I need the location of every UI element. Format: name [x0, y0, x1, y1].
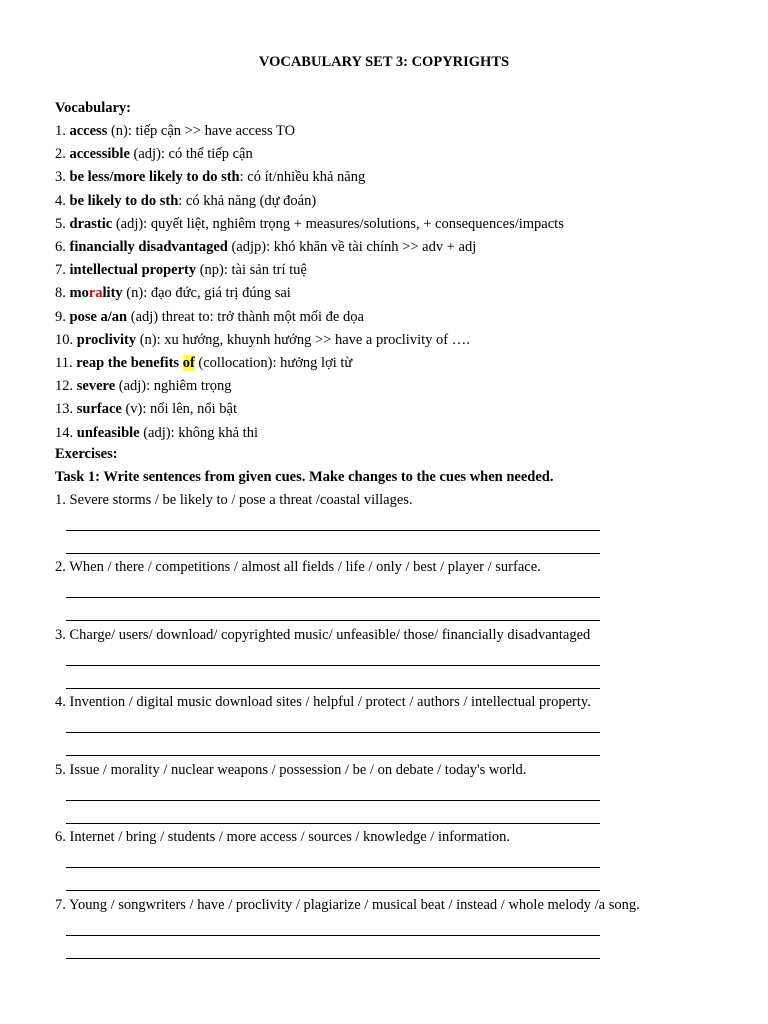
vocab-item — [55, 352, 564, 375]
answer-line[interactable] — [66, 665, 600, 666]
answer-line[interactable] — [66, 890, 600, 891]
exercise-cue: 7. Young / songwriters / have / proclivity / plagiarize / musical beat / instead / whole melody /a song. — [55, 897, 640, 913]
vocab-term-part: lity — [102, 285, 123, 302]
vocab-number: 9. — [55, 308, 66, 325]
vocab-term-stressed-part: ra — [88, 285, 103, 302]
vocab-term-part: reap the benefits — [76, 355, 183, 372]
vocab-item — [55, 329, 564, 352]
vocab-number: 4. — [55, 192, 66, 209]
vocab-term: financially disadvantaged — [69, 239, 228, 256]
vocab-definition: (adj): quyết liệt, nghiêm trọng + measures/solutions, + consequences/impacts — [112, 215, 564, 232]
vocab-number: 13. — [55, 401, 74, 418]
answer-line[interactable] — [66, 958, 600, 959]
vocab-number: 11. — [55, 355, 73, 372]
vocab-term-part: mo — [69, 285, 89, 302]
vocab-term: drastic — [69, 215, 113, 232]
exercise-cue: 5. Issue / morality / nuclear weapons / possession / be / on debate / today's world. — [55, 762, 527, 778]
answer-line[interactable] — [66, 597, 600, 598]
exercise-cue: 2. When / there / competitions / almost all fields / life / only / best / player / surface. — [55, 559, 541, 575]
task-1-heading: Task 1: Write sentences from given cues. Make changes to the cues when needed. — [55, 469, 554, 485]
answer-line[interactable] — [66, 935, 600, 936]
vocab-item — [55, 259, 564, 282]
exercise-item — [55, 490, 715, 510]
exercise-cue: 3. Charge/ users/ download/ copyrighted music/ unfeasible/ those/ financially disadvantaged — [55, 627, 591, 643]
answer-line[interactable] — [66, 823, 600, 824]
vocab-term: accessible — [69, 146, 130, 163]
page-title: VOCABULARY SET 3: COPYRIGHTS — [258, 54, 510, 70]
vocab-number: 8. — [55, 285, 66, 302]
vocab-definition: (np): tài sản trí tuệ — [196, 262, 307, 279]
answer-line[interactable] — [66, 867, 600, 868]
answer-line[interactable] — [66, 553, 600, 554]
answer-line[interactable] — [66, 800, 600, 801]
answer-line[interactable] — [66, 755, 600, 756]
vocab-term: access — [69, 123, 108, 139]
vocab-item — [55, 143, 564, 166]
vocab-term: pose a/an — [69, 308, 128, 325]
answer-line[interactable] — [66, 620, 600, 621]
vocab-number: 5. — [55, 215, 66, 232]
vocab-number: 7. — [55, 262, 66, 279]
vocab-number: 6. — [55, 239, 66, 256]
vocab-term-highlight: of — [182, 355, 195, 372]
vocab-item — [55, 306, 564, 329]
vocab-item — [55, 375, 564, 398]
vocab-item — [55, 190, 564, 213]
vocab-term: be less/more likely to do sth — [69, 169, 240, 186]
vocab-term: be likely to do sth — [69, 192, 179, 209]
answer-line[interactable] — [66, 732, 600, 733]
vocab-definition: (adjp): khó khăn về tài chính >> adv + adj — [227, 239, 477, 256]
vocab-number: 2. — [55, 146, 66, 163]
vocab-item — [55, 166, 564, 189]
vocab-number: 12. — [55, 378, 74, 395]
vocab-definition: (adj): nghiêm trọng — [115, 378, 232, 395]
exercise-cue: 6. Internet / bring / students / more access / sources / knowledge / information. — [55, 829, 511, 845]
vocab-number: 14. — [55, 424, 74, 441]
exercise-item — [55, 692, 715, 712]
vocab-term: intellectual property — [69, 262, 197, 279]
vocab-item — [55, 282, 564, 305]
vocab-item — [55, 213, 564, 236]
vocab-term: proclivity — [76, 331, 137, 348]
vocab-number: 3. — [55, 169, 66, 186]
vocab-definition: (adj) threat to: trở thành một mối đe dọa — [127, 308, 364, 325]
vocab-term: severe — [76, 378, 116, 395]
vocab-number: 1. — [55, 123, 66, 139]
vocab-number: 10. — [55, 331, 74, 348]
vocab-definition: (n): tiếp cận >> have access TO — [107, 123, 296, 139]
exercise-item — [55, 557, 715, 577]
answer-line[interactable] — [66, 688, 600, 689]
vocab-item — [55, 236, 564, 259]
vocab-definition: (adj): không khả thi — [139, 424, 258, 441]
vocab-definition: : có ít/nhiều khả năng — [239, 169, 366, 186]
vocab-term — [70, 285, 123, 301]
vocab-item — [55, 422, 564, 445]
exercise-cue: 1. Severe storms / be likely to / pose a threat /coastal villages. — [55, 492, 413, 508]
vocabulary-list — [55, 120, 564, 445]
vocab-definition: (n): xu hướng, khuynh hướng >> have a proclivity of …. — [136, 331, 470, 348]
vocab-item — [55, 398, 564, 421]
vocab-item — [55, 120, 564, 143]
vocab-definition: (collocation): hưởng lợi từ — [194, 355, 353, 372]
exercise-cue: 4. Invention / digital music download sites / helpful / protect / authors / intellectual property. — [55, 694, 591, 710]
vocab-definition: (n): đạo đức, giá trị đúng sai — [122, 285, 291, 302]
vocab-term: unfeasible — [76, 424, 140, 441]
vocab-definition: (v): nổi lên, nổi bật — [121, 401, 238, 418]
vocab-term — [76, 355, 195, 371]
vocab-term: surface — [76, 401, 122, 418]
exercises-heading: Exercises: — [55, 446, 118, 462]
exercise-item — [55, 895, 715, 915]
vocab-definition: (adj): có thể tiếp cận — [129, 146, 253, 163]
exercise-item — [55, 760, 715, 780]
vocab-definition: : có khả năng (dự đoán) — [178, 192, 317, 209]
vocabulary-heading: Vocabulary: — [55, 100, 131, 116]
exercise-item — [55, 625, 715, 645]
answer-line[interactable] — [66, 530, 600, 531]
exercise-item — [55, 827, 715, 847]
